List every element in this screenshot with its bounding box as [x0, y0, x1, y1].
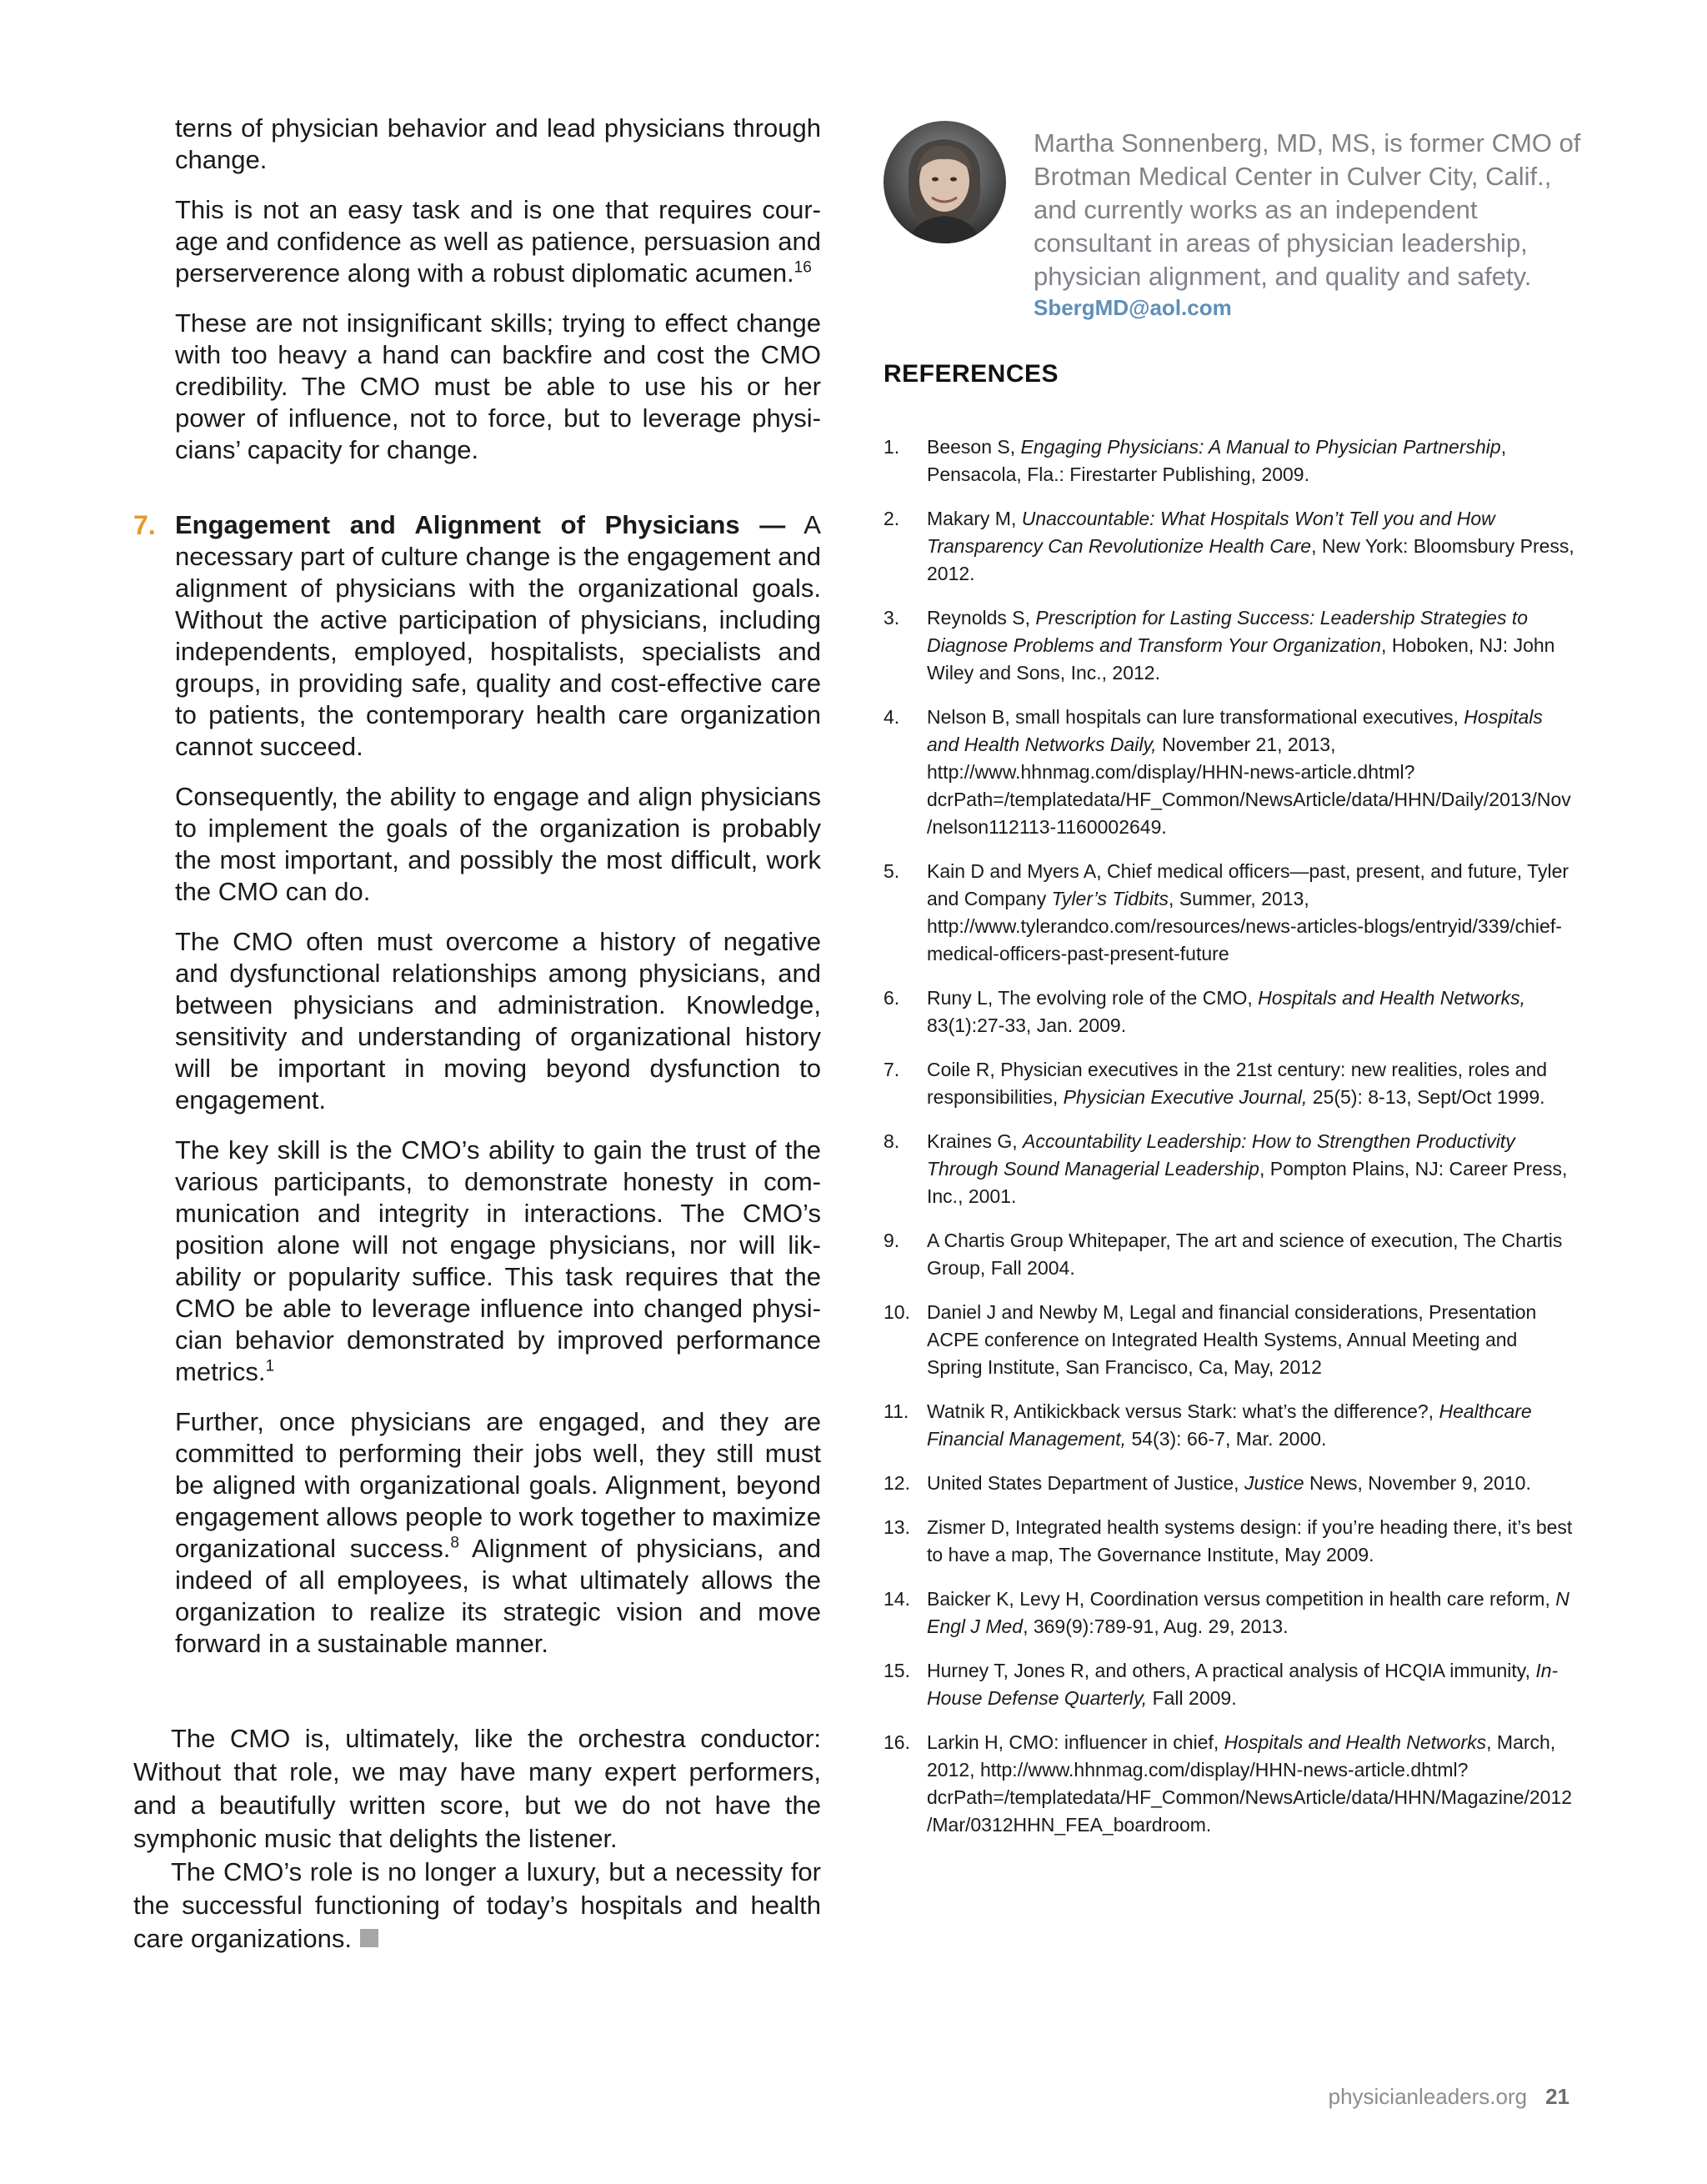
- reference-text: Hurney T, Jones R, and others, A practical analysis of HCQIA immunity,: [927, 1660, 1536, 1681]
- closing-paragraph-2: [133, 1856, 821, 1956]
- reference-text-tail: 54(3): 66-7, Mar. 2000.: [1126, 1428, 1327, 1450]
- reference-item: [884, 1227, 1575, 1282]
- citation-16: 16: [793, 258, 812, 277]
- intro-paragraph-2: [175, 194, 821, 289]
- reference-title: In-House Defense Quarterly,: [927, 1660, 1559, 1709]
- reference-title: N Engl J Med: [927, 1588, 1569, 1637]
- intro-paragraph-3: These are not insignificant skills; trying to effect change with too heavy a hand can backfire and cost the CMO credibility. The CMO must be able to use his or her power of influence, not to force, but to leverage physicians’ capacity for change.: [175, 308, 821, 464]
- reference-item: [884, 433, 1575, 488]
- closing-paragraph-1: The CMO is, ultimately, like the orchestra conductor: Without that role, we may have many expert performers, and a beautifully written score, but we do not have the symphonic music that delights the listener.: [133, 1724, 821, 1853]
- avatar: [884, 121, 1006, 243]
- section-7: [133, 509, 821, 1660]
- page-footer: [1329, 2084, 1569, 2110]
- reference-item: [884, 704, 1575, 841]
- reference-number: 4.: [884, 706, 900, 728]
- reference-number: 1.: [884, 436, 900, 458]
- closing-block: [133, 1722, 821, 1956]
- reference-text: Makary M,: [927, 508, 1022, 529]
- reference-number: 14.: [884, 1588, 910, 1610]
- reference-number: 8.: [884, 1130, 900, 1152]
- reference-text: A Chartis Group Whitepaper, The art and science of execution, The Chartis Group, Fall 2004.: [927, 1230, 1563, 1279]
- reference-title: Hospitals and Health Networks Daily,: [927, 706, 1543, 755]
- reference-title: Justice: [1244, 1472, 1304, 1494]
- citation-1: 1: [265, 1357, 275, 1375]
- references-heading: REFERENCES: [884, 360, 1059, 388]
- reference-text: Runy L, The evolving role of the CMO,: [927, 987, 1259, 1009]
- references-list: [884, 433, 1575, 1856]
- author-box: [884, 118, 1581, 327]
- section-paragraph-1: Consequently, the ability to engage and align physicians to implement the goals of the organization is probably the most important, and possibly the most difficult, work the CMO can do.: [175, 782, 821, 906]
- section-title: Engagement and Alignment of Physicians —: [175, 510, 786, 539]
- reference-text: Daniel J and Newby M, Legal and financial considerations, Presentation ACPE conference on Integrated Health Systems, Annual Meeting and Spring Institute, San Francisco, Ca, May, 2012: [927, 1301, 1537, 1378]
- reference-number: 3.: [884, 607, 900, 629]
- reference-item: [884, 1128, 1575, 1210]
- reference-text-tail: 83(1):27-33, Jan. 2009.: [927, 1014, 1127, 1036]
- reference-text: Larkin H, CMO: influencer in chief,: [927, 1731, 1224, 1753]
- reference-title: Tyler’s Tidbits: [1051, 888, 1169, 909]
- page-number: 21: [1545, 2084, 1569, 2109]
- reference-number: 11.: [884, 1400, 909, 1422]
- intro-paragraph-1: terns of physician behavior and lead physicians through change.: [175, 113, 821, 174]
- reference-item: [884, 1657, 1575, 1712]
- reference-item: [884, 1514, 1575, 1569]
- reference-number: 6.: [884, 987, 900, 1009]
- end-of-article-square-icon: [360, 1929, 378, 1947]
- reference-text: Watnik R, Antikickback versus Stark: what’s the difference?,: [927, 1400, 1439, 1422]
- intro-paragraph-2-text: This is not an easy task and is one that requires courage and confidence as well as patience, persuasion and perserverence along with a robust diplomatic acumen.: [175, 195, 821, 288]
- reference-item: [884, 1398, 1575, 1453]
- reference-text-tail: News, November 9, 2010.: [1304, 1472, 1531, 1494]
- reference-text: Zismer D, Integrated health systems design: if you’re heading there, it’s best to have a map, The Governance Institute, May 2009.: [927, 1516, 1573, 1565]
- reference-text: Kraines G,: [927, 1130, 1024, 1152]
- reference-number: 16.: [884, 1731, 910, 1753]
- reference-number: 2.: [884, 508, 900, 529]
- section-paragraph-4-text: Further, once physicians are engaged, and they are committed to performing their jobs well, they still must be aligned with organizational goals. Alignment, beyond engagement allows people to work together to maximize organizational success.: [175, 1407, 821, 1563]
- reference-number: 13.: [884, 1516, 910, 1538]
- reference-item: [884, 1299, 1575, 1381]
- reference-text: Kain D and Myers A, Chief medical officers—past, present, and future, Tyler and Company: [927, 860, 1569, 909]
- reference-text-tail: , Hoboken, NJ: John Wiley and Sons, Inc., 2012.: [927, 634, 1555, 684]
- section-paragraph-4-tail: Alignment of physicians, and indeed of all employees, is what ultimately allows the organization to realize its strategic vision and move forward in a sustainable manner.: [175, 1534, 821, 1658]
- reference-title: Hospitals and Health Networks,: [1258, 987, 1526, 1009]
- reference-number: 9.: [884, 1230, 900, 1251]
- reference-text-tail: November 21, 2013, http://www.hhnmag.com/display/HHN-news-article.dhtml?dcrPath=/templatedata/HF_Common/NewsArticle/data/HHN/Daily/2013/Nov/nelson112113-1160002649.: [927, 734, 1571, 838]
- section-number: 7.: [133, 510, 156, 540]
- author-bio: Martha Sonnenberg, MD, MS, is former CMO of Brotman Medical Center in Culver City, Calif., and currently works as an independent consultant in areas of physician leadership, physician alignment, and quality and safety.: [1034, 128, 1581, 291]
- reference-item: [884, 1585, 1575, 1641]
- reference-item: [884, 858, 1575, 968]
- section-lead-text: A necessary part of culture change is the engagement and alignment of physicians with the organizational goals. Without the active participation of physicians, including independents, employed, hospitalists, specialists and groups, in providing safe, quality and cost-effective care to patients, the contemporary health care organization cannot succeed.: [175, 510, 821, 761]
- section-paragraph-3: [175, 1135, 821, 1388]
- reference-title: Accountability Leadership: How to Strengthen Productivity Through Sound Managerial Leadership: [927, 1130, 1515, 1180]
- reference-text: Coile R, Physician executives in the 21st century: new realities, roles and responsibilities,: [927, 1059, 1548, 1108]
- reference-number: 5.: [884, 860, 900, 882]
- reference-item: [884, 1056, 1575, 1111]
- reference-text-tail: , 369(9):789-91, Aug. 29, 2013.: [1023, 1615, 1289, 1637]
- section-paragraph-2: The CMO often must overcome a history of negative and dysfunctional relationships among physicians, and between physicians and administration. Knowledge, sensitivity and understanding of organizational history will be important in moving beyond dysfunction to engagement.: [175, 927, 821, 1115]
- reference-number: 10.: [884, 1301, 910, 1323]
- reference-title: Hospitals and Health Networks: [1224, 1731, 1487, 1753]
- closing-paragraph-2-text: The CMO’s role is no longer a luxury, but a necessity for the successful functioning of today’s hospitals and health care organizations.: [133, 1857, 821, 1953]
- author-portrait-image: [884, 121, 1006, 243]
- reference-item: [884, 604, 1575, 687]
- reference-text-tail: , March, 2012, http://www.hhnmag.com/display/HHN-news-article.dhtml?dcrPath=/templatedata/HF_Common/NewsArticle/data/HHN/Magazine/2012/Mar/0312HHN_FEA_boardroom.: [927, 1731, 1573, 1836]
- reference-text: Baicker K, Levy H, Coordination versus competition in health care reform,: [927, 1588, 1556, 1610]
- reference-item: [884, 1729, 1575, 1839]
- section-lead-paragraph: [175, 509, 821, 763]
- section-paragraph-4: [175, 1406, 821, 1660]
- reference-text-tail: 25(5): 8-13, Sept/Oct 1999.: [1307, 1086, 1545, 1108]
- reference-title: Unaccountable: What Hospitals Won’t Tell you and How Transparency Can Revolutionize Health Care: [927, 508, 1495, 557]
- reference-text-tail: , Pensacola, Fla.: Firestarter Publishing, 2009.: [927, 436, 1507, 485]
- reference-item: [884, 984, 1575, 1039]
- reference-number: 7.: [884, 1059, 900, 1080]
- left-column: [133, 113, 821, 1956]
- footer-site: physicianleaders.org: [1328, 2084, 1528, 2109]
- reference-item: [884, 505, 1575, 588]
- reference-number: 15.: [884, 1660, 910, 1681]
- reference-text-tail: , Pompton Plains, NJ: Career Press, Inc., 2001.: [927, 1158, 1568, 1207]
- reference-text-tail: , Summer, 2013, http://www.tylerandco.com/resources/news-articles-blogs/entryid/339/chief-medical-officers-past-present-future: [927, 888, 1562, 964]
- section-paragraph-3-text: The key skill is the CMO’s ability to gain the trust of the various participants, to demonstrate honesty in communication and integrity in interactions. The CMO’s position alone will not engage physicians, nor will likability or popularity suffice. This task requires that the CMO be able to leverage influence into changed physician behavior demonstrated by improved performance metrics.: [175, 1135, 821, 1386]
- reference-title: Prescription for Lasting Success: Leadership Strategies to Diagnose Problems and Transform Your Organization: [927, 607, 1529, 656]
- reference-number: 12.: [884, 1472, 910, 1494]
- reference-text-tail: Fall 2009.: [1147, 1687, 1237, 1709]
- reference-title: Physician Executive Journal,: [1063, 1086, 1308, 1108]
- citation-8: 8: [450, 1534, 459, 1552]
- reference-title: Engaging Physicians: A Manual to Physician Partnership: [1020, 436, 1501, 458]
- author-email-link[interactable]: SbergMD@aol.com: [1034, 295, 1232, 320]
- reference-text: Beeson S,: [927, 436, 1021, 458]
- reference-item: [884, 1470, 1575, 1497]
- reference-text: Reynolds S,: [927, 607, 1036, 629]
- reference-text: United States Department of Justice,: [927, 1472, 1244, 1494]
- reference-text-tail: , New York: Bloomsbury Press, 2012.: [927, 535, 1574, 584]
- reference-title: Healthcare Financial Management,: [927, 1400, 1532, 1450]
- reference-text: Nelson B, small hospitals can lure transformational executives,: [927, 706, 1464, 728]
